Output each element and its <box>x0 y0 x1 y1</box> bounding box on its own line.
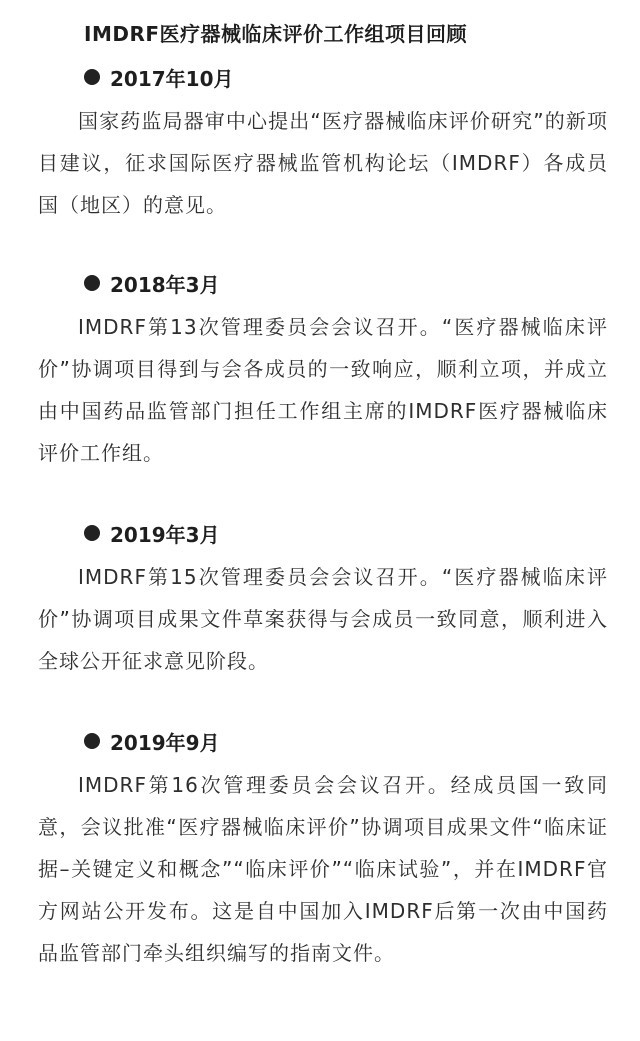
event-date-row <box>84 518 608 548</box>
bullet-icon <box>84 275 100 291</box>
event-date: 2019年9月 <box>110 730 220 755</box>
event-date: 2017年10月 <box>110 66 234 91</box>
event-date-row <box>84 268 608 298</box>
event-text: IMDRF第13次管理委员会会议召开。“医疗器械临床评价”协调项目得到与会各成员的一致响应，顺利立项，并成立由中国药品监管部门担任工作组主席的IMDRF医疗器械临床评价工作组。 <box>38 315 608 465</box>
timeline-event-2017-10 <box>38 62 608 226</box>
event-date: 2019年3月 <box>110 522 220 547</box>
timeline-event-2019-3 <box>38 518 608 682</box>
bullet-icon <box>84 733 100 749</box>
event-date: 2018年3月 <box>110 272 220 297</box>
event-text: IMDRF第15次管理委员会会议召开。“医疗器械临床评价”协调项目成果文件草案获得与会成员一致同意，顺利进入全球公开征求意见阶段。 <box>38 565 608 673</box>
event-date-row <box>84 726 608 756</box>
bullet-icon <box>84 525 100 541</box>
article-title: IMDRF医疗器械临床评价工作组项目回顾 <box>84 22 468 46</box>
event-text: 国家药监局器审中心提出“医疗器械临床评价研究”的新项目建议，征求国际医疗器械监管机构论坛（IMDRF）各成员国（地区）的意见。 <box>38 109 608 217</box>
event-text: IMDRF第16次管理委员会会议召开。经成员国一致同意，会议批准“医疗器械临床评价”协调项目成果文件“临床证据–关键定义和概念”“临床评价”“临床试验”，并在IMDRF官方网站公开发布。这是自中国加入IMDRF后第一次由中国药品监管部门牵头组织编写的指南文件。 <box>38 773 608 965</box>
timeline-event-2018-3 <box>38 268 608 474</box>
timeline-event-2019-9 <box>38 726 608 974</box>
bullet-icon <box>84 69 100 85</box>
event-date-row <box>84 62 608 92</box>
